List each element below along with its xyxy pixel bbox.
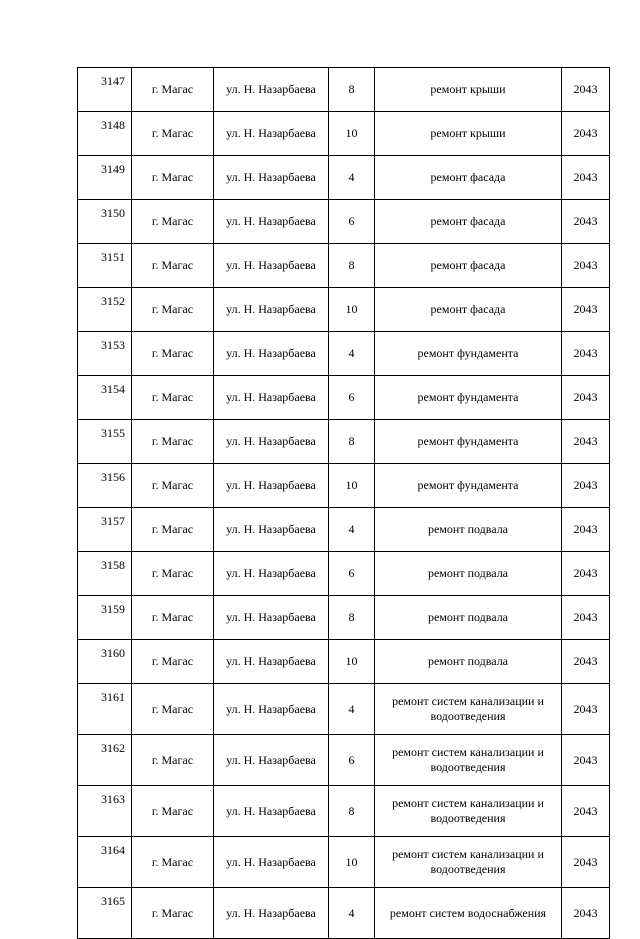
- row-number-cell: 3154: [78, 376, 132, 420]
- row-number-cell: 3160: [78, 640, 132, 684]
- work-type-cell: ремонт крыши: [375, 68, 562, 112]
- house-number-cell: 4: [329, 684, 375, 735]
- table-row: [78, 464, 610, 508]
- work-type-cell: ремонт фундамента: [375, 464, 562, 508]
- city-cell: г. Магас: [132, 420, 214, 464]
- house-number-cell: 8: [329, 420, 375, 464]
- city-cell: г. Магас: [132, 156, 214, 200]
- street-cell: ул. Н. Назарбаева: [214, 837, 329, 888]
- street-cell: ул. Н. Назарбаева: [214, 596, 329, 640]
- city-cell: г. Магас: [132, 68, 214, 112]
- street-cell: ул. Н. Назарбаева: [214, 684, 329, 735]
- row-number-cell: 3149: [78, 156, 132, 200]
- street-cell: ул. Н. Назарбаева: [214, 786, 329, 837]
- row-number-cell: 3150: [78, 200, 132, 244]
- work-type-cell: ремонт подвала: [375, 640, 562, 684]
- year-cell: 2043: [562, 200, 610, 244]
- street-cell: ул. Н. Назарбаева: [214, 640, 329, 684]
- work-type-cell: ремонт систем канализации и водоотведения: [375, 837, 562, 888]
- street-cell: ул. Н. Назарбаева: [214, 508, 329, 552]
- work-type-cell: ремонт подвала: [375, 596, 562, 640]
- street-cell: ул. Н. Назарбаева: [214, 332, 329, 376]
- work-type-cell: ремонт фасада: [375, 244, 562, 288]
- house-number-cell: 10: [329, 288, 375, 332]
- table-row: [78, 200, 610, 244]
- year-cell: 2043: [562, 596, 610, 640]
- work-type-cell: ремонт фасада: [375, 288, 562, 332]
- table-row: [78, 552, 610, 596]
- city-cell: г. Магас: [132, 888, 214, 939]
- work-type-cell: ремонт систем канализации и водоотведения: [375, 735, 562, 786]
- city-cell: г. Магас: [132, 508, 214, 552]
- city-cell: г. Магас: [132, 288, 214, 332]
- row-number-cell: 3153: [78, 332, 132, 376]
- street-cell: ул. Н. Назарбаева: [214, 112, 329, 156]
- work-type-cell: ремонт подвала: [375, 552, 562, 596]
- house-number-cell: 10: [329, 837, 375, 888]
- city-cell: г. Магас: [132, 837, 214, 888]
- row-number-cell: 3152: [78, 288, 132, 332]
- year-cell: 2043: [562, 640, 610, 684]
- house-number-cell: 10: [329, 464, 375, 508]
- work-type-cell: ремонт систем канализации и водоотведения: [375, 684, 562, 735]
- table-row: [78, 684, 610, 735]
- work-type-cell: ремонт фасада: [375, 156, 562, 200]
- street-cell: ул. Н. Назарбаева: [214, 376, 329, 420]
- street-cell: ул. Н. Назарбаева: [214, 420, 329, 464]
- year-cell: 2043: [562, 735, 610, 786]
- city-cell: г. Магас: [132, 376, 214, 420]
- work-type-cell: ремонт подвала: [375, 508, 562, 552]
- house-number-cell: 4: [329, 156, 375, 200]
- repair-schedule-table: [77, 67, 610, 939]
- row-number-cell: 3161: [78, 684, 132, 735]
- city-cell: г. Магас: [132, 200, 214, 244]
- work-type-cell: ремонт крыши: [375, 112, 562, 156]
- row-number-cell: 3157: [78, 508, 132, 552]
- house-number-cell: 6: [329, 735, 375, 786]
- city-cell: г. Магас: [132, 684, 214, 735]
- row-number-cell: 3158: [78, 552, 132, 596]
- row-number-cell: 3164: [78, 837, 132, 888]
- street-cell: ул. Н. Назарбаева: [214, 464, 329, 508]
- table-row: [78, 508, 610, 552]
- street-cell: ул. Н. Назарбаева: [214, 200, 329, 244]
- year-cell: 2043: [562, 332, 610, 376]
- row-number-cell: 3148: [78, 112, 132, 156]
- work-type-cell: ремонт систем канализации и водоотведения: [375, 786, 562, 837]
- work-type-cell: ремонт фундамента: [375, 420, 562, 464]
- city-cell: г. Магас: [132, 552, 214, 596]
- table-row: [78, 376, 610, 420]
- street-cell: ул. Н. Назарбаева: [214, 244, 329, 288]
- street-cell: ул. Н. Назарбаева: [214, 735, 329, 786]
- year-cell: 2043: [562, 420, 610, 464]
- work-type-cell: ремонт фундамента: [375, 332, 562, 376]
- year-cell: 2043: [562, 684, 610, 735]
- table-row: [78, 112, 610, 156]
- city-cell: г. Магас: [132, 244, 214, 288]
- year-cell: 2043: [562, 376, 610, 420]
- year-cell: 2043: [562, 552, 610, 596]
- street-cell: ул. Н. Назарбаева: [214, 156, 329, 200]
- city-cell: г. Магас: [132, 596, 214, 640]
- street-cell: ул. Н. Назарбаева: [214, 552, 329, 596]
- street-cell: ул. Н. Назарбаева: [214, 68, 329, 112]
- row-number-cell: 3151: [78, 244, 132, 288]
- row-number-cell: 3162: [78, 735, 132, 786]
- house-number-cell: 8: [329, 786, 375, 837]
- year-cell: 2043: [562, 837, 610, 888]
- work-type-cell: ремонт фасада: [375, 200, 562, 244]
- year-cell: 2043: [562, 112, 610, 156]
- house-number-cell: 10: [329, 640, 375, 684]
- table-row: [78, 288, 610, 332]
- city-cell: г. Магас: [132, 464, 214, 508]
- year-cell: 2043: [562, 508, 610, 552]
- table-row: [78, 837, 610, 888]
- table-row: [78, 244, 610, 288]
- table-row: [78, 640, 610, 684]
- city-cell: г. Магас: [132, 332, 214, 376]
- street-cell: ул. Н. Назарбаева: [214, 888, 329, 939]
- house-number-cell: 10: [329, 112, 375, 156]
- table-row: [78, 888, 610, 939]
- city-cell: г. Магас: [132, 640, 214, 684]
- year-cell: 2043: [562, 288, 610, 332]
- table-row: [78, 332, 610, 376]
- table-row: [78, 786, 610, 837]
- house-number-cell: 4: [329, 888, 375, 939]
- row-number-cell: 3163: [78, 786, 132, 837]
- work-type-cell: ремонт фундамента: [375, 376, 562, 420]
- row-number-cell: 3155: [78, 420, 132, 464]
- row-number-cell: 3159: [78, 596, 132, 640]
- table-row: [78, 735, 610, 786]
- house-number-cell: 8: [329, 596, 375, 640]
- city-cell: г. Магас: [132, 112, 214, 156]
- house-number-cell: 8: [329, 68, 375, 112]
- table-row: [78, 156, 610, 200]
- row-number-cell: 3147: [78, 68, 132, 112]
- table-row: [78, 420, 610, 464]
- street-cell: ул. Н. Назарбаева: [214, 288, 329, 332]
- house-number-cell: 4: [329, 508, 375, 552]
- house-number-cell: 6: [329, 552, 375, 596]
- house-number-cell: 8: [329, 244, 375, 288]
- row-number-cell: 3156: [78, 464, 132, 508]
- year-cell: 2043: [562, 156, 610, 200]
- year-cell: 2043: [562, 464, 610, 508]
- table-body: [78, 68, 610, 939]
- year-cell: 2043: [562, 888, 610, 939]
- work-type-cell: ремонт систем водоснабжения: [375, 888, 562, 939]
- city-cell: г. Магас: [132, 786, 214, 837]
- row-number-cell: 3165: [78, 888, 132, 939]
- year-cell: 2043: [562, 244, 610, 288]
- house-number-cell: 6: [329, 376, 375, 420]
- year-cell: 2043: [562, 786, 610, 837]
- year-cell: 2043: [562, 68, 610, 112]
- house-number-cell: 6: [329, 200, 375, 244]
- city-cell: г. Магас: [132, 735, 214, 786]
- table-row: [78, 68, 610, 112]
- table-row: [78, 596, 610, 640]
- house-number-cell: 4: [329, 332, 375, 376]
